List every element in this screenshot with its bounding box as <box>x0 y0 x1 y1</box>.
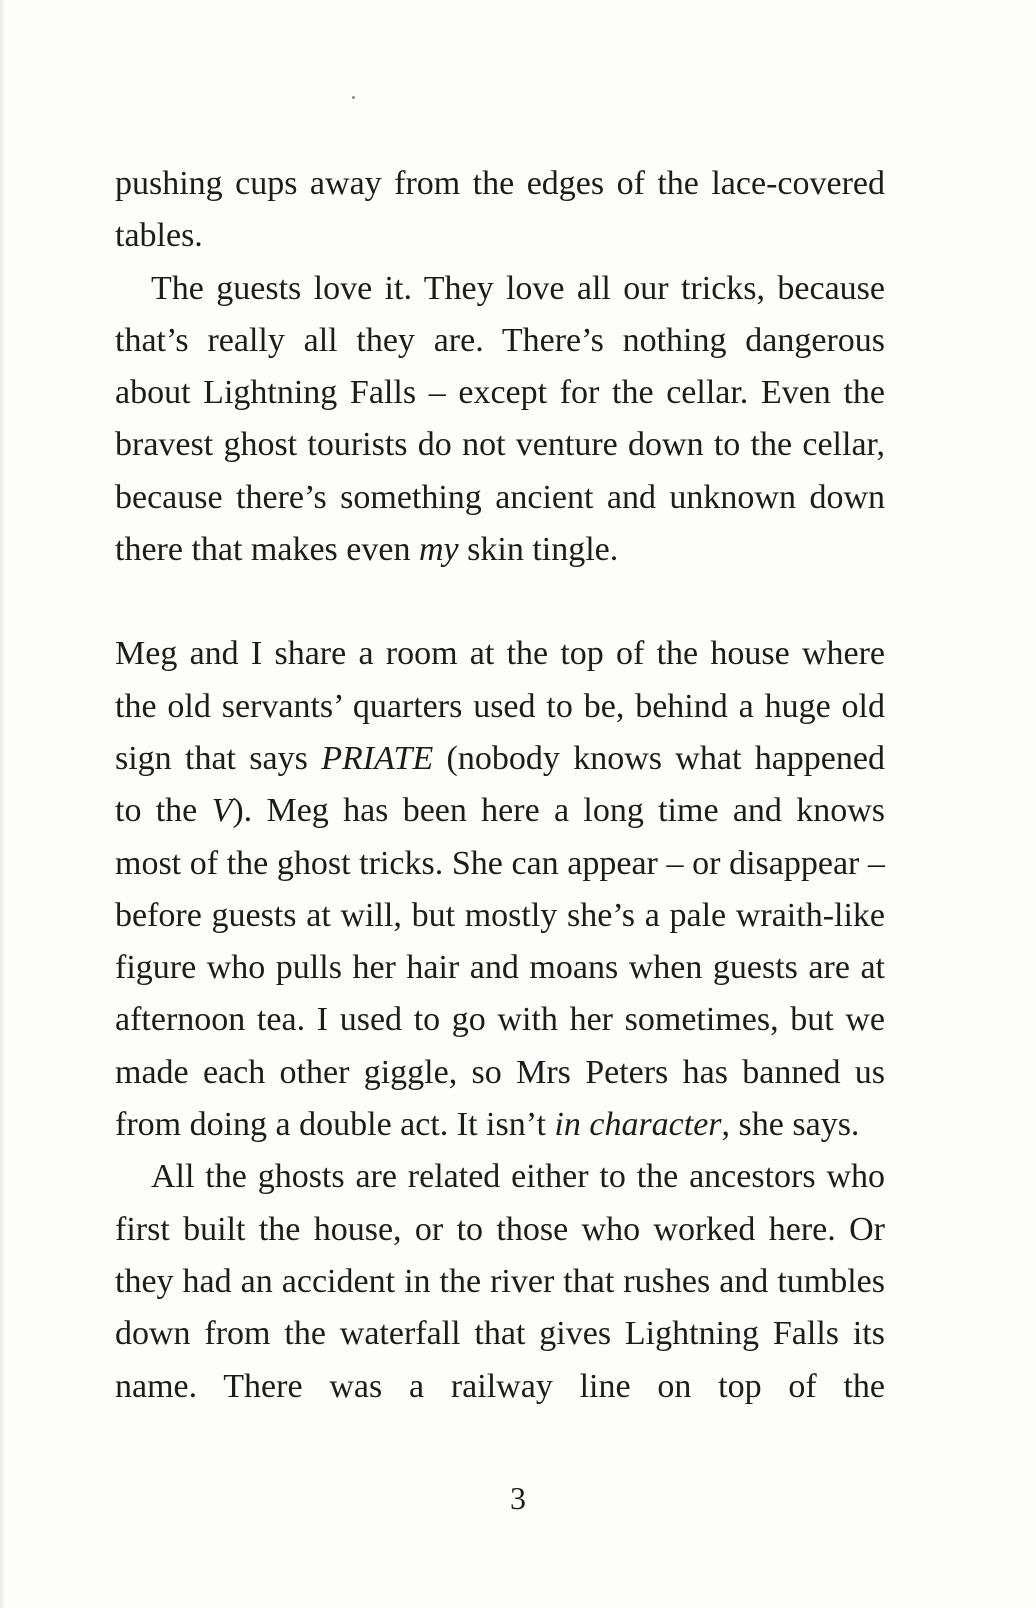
text-segment: , she says. <box>721 1106 860 1144</box>
text-segment: All the ghosts are related either to the ancestors who first built the house, or to those who worked here. Or they had an accident in the river that rushes and tumbles down from the waterfall that gives Lightning Falls its name. There was a railway line on top of the <box>115 1158 885 1405</box>
text-segment: pushing cups away from the edges of the lace-covered tables. <box>115 165 885 255</box>
italic-text-segment: V <box>211 792 233 830</box>
paragraph-4 <box>115 1151 885 1412</box>
section-break <box>115 576 885 628</box>
text-segment: ). Meg has been here a long time and knows most of the ghost tricks. She can appear – or disappear – before guests at will, but mostly she’s a pale wraith-like figure who pulls her hair and moans when guests are at afternoon tea. I used to go with her sometimes, but we made each other giggle, so Mrs Peters has banned us from doing a double act. It isn’t <box>115 792 886 1144</box>
body-text <box>115 158 885 1413</box>
paragraph-2 <box>115 263 885 577</box>
italic-text-segment: my <box>418 531 459 569</box>
italic-text-segment: PRIATE <box>321 739 434 777</box>
text-segment: (nobody knows what happened to the <box>115 739 885 830</box>
text-segment: skin tingle. <box>458 531 619 569</box>
page-edge-shadow <box>0 0 6 1608</box>
text-segment: The guests love it. They love all our tricks, because that’s really all they are. There’s nothing dangerous about Lightning Falls – except for the cellar. Even the bravest ghost tourists do not venture down to the cellar, because there’s something ancient and unknown down there that makes even <box>115 269 885 569</box>
text-segment: Meg and I share a room at the top of the house where the old servants’ quarters used to be, behind a huge old sign that says <box>115 635 885 777</box>
print-speck <box>352 96 355 99</box>
paragraph-1 <box>115 158 885 263</box>
paragraph-3 <box>115 628 885 1151</box>
page-number: 3 <box>510 1480 526 1516</box>
italic-text-segment: in character <box>554 1106 722 1144</box>
